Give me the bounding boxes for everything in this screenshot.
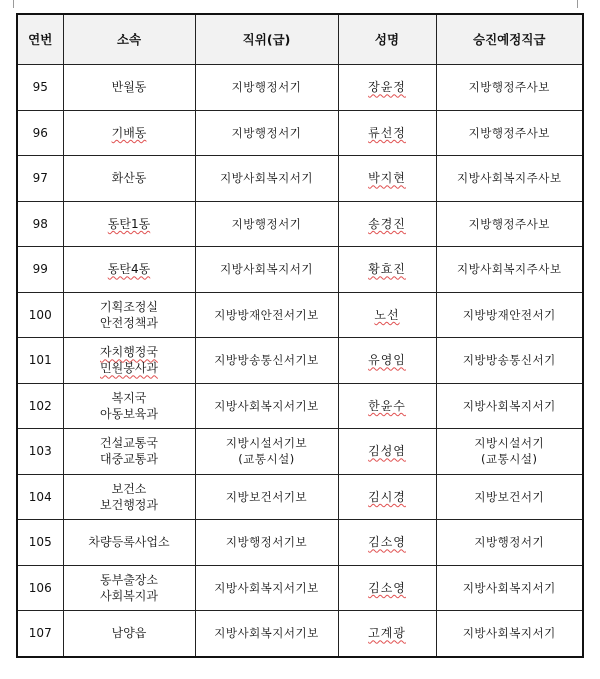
cell-serial-number xyxy=(17,292,63,338)
cell-position-grade xyxy=(195,429,338,475)
cell-target-rank xyxy=(436,247,583,293)
cell-target-rank xyxy=(436,65,583,111)
table-body xyxy=(17,65,583,657)
cell-name xyxy=(338,611,436,657)
cell-name xyxy=(338,110,436,156)
table-row xyxy=(17,338,583,384)
cell-target-rank xyxy=(436,383,583,429)
promotion-roster-table xyxy=(16,13,584,658)
cell-serial-number-text: 96 xyxy=(32,125,48,140)
cell-name-text: 황효진 xyxy=(368,262,406,277)
header-target-rank: 승진예정직급 xyxy=(436,14,583,65)
cell-name-text: 김성염 xyxy=(368,444,406,459)
cell-position-grade-text: 지방행정서기 xyxy=(231,125,302,140)
cell-target-rank xyxy=(436,201,583,247)
cell-department-text: 자치행정국 민원봉사과 xyxy=(100,345,158,376)
cell-serial-number-text: 105 xyxy=(28,535,52,550)
cell-serial-number xyxy=(17,520,63,566)
cell-position-grade xyxy=(195,292,338,338)
table-row xyxy=(17,429,583,475)
table-row xyxy=(17,611,583,657)
cell-position-grade xyxy=(195,565,338,611)
header-name: 성명 xyxy=(338,14,436,65)
cell-serial-number-text: 98 xyxy=(32,216,48,231)
cell-name-text: 김소영 xyxy=(368,580,406,595)
table-row xyxy=(17,565,583,611)
cell-target-rank-text: 지방행정주사보 xyxy=(468,125,550,140)
cell-target-rank xyxy=(436,474,583,520)
cell-target-rank-text: 지방사회복지서기 xyxy=(462,398,556,413)
cell-position-grade xyxy=(195,201,338,247)
cell-position-grade-text: 지방사회복지서기보 xyxy=(214,398,319,413)
cell-name-text: 장윤정 xyxy=(368,80,406,95)
cell-target-rank-text: 지방보건서기 xyxy=(474,489,545,504)
cell-position-grade xyxy=(195,383,338,429)
cell-serial-number-text: 103 xyxy=(28,444,52,459)
cell-name-text: 류선정 xyxy=(368,125,406,140)
cell-department-text: 화산동 xyxy=(111,171,147,186)
cell-target-rank-text: 지방행정주사보 xyxy=(468,216,550,231)
cell-department xyxy=(63,565,195,611)
cell-name xyxy=(338,292,436,338)
cell-name-text: 김소영 xyxy=(368,535,406,550)
cell-target-rank-text: 지방방재안전서기 xyxy=(462,307,556,322)
cell-name xyxy=(338,383,436,429)
cell-target-rank xyxy=(436,338,583,384)
header-serial-number: 연번 xyxy=(17,14,63,65)
cell-name xyxy=(338,429,436,475)
cell-serial-number xyxy=(17,338,63,384)
cell-department xyxy=(63,338,195,384)
cell-name xyxy=(338,65,436,111)
cell-target-rank-text: 지방사회복지주사보 xyxy=(457,262,562,277)
cell-name-text: 박지현 xyxy=(368,171,406,186)
cell-serial-number xyxy=(17,156,63,202)
cell-serial-number-text: 101 xyxy=(28,353,52,368)
cell-position-grade xyxy=(195,611,338,657)
cell-serial-number-text: 104 xyxy=(28,489,52,504)
cell-department xyxy=(63,429,195,475)
cell-serial-number xyxy=(17,474,63,520)
cell-department-text: 동탄1동 xyxy=(107,216,151,231)
cell-department xyxy=(63,383,195,429)
header-department: 소속 xyxy=(63,14,195,65)
table-row xyxy=(17,247,583,293)
cell-position-grade xyxy=(195,520,338,566)
cell-serial-number-text: 99 xyxy=(32,262,48,277)
cell-target-rank-text: 지방행정주사보 xyxy=(468,80,550,95)
cell-department-text: 복지국 아동보육과 xyxy=(100,390,158,421)
cell-target-rank xyxy=(436,565,583,611)
cell-target-rank-text: 지방방송통신서기 xyxy=(462,353,556,368)
cell-serial-number-text: 102 xyxy=(28,398,52,413)
table-row xyxy=(17,383,583,429)
table-row xyxy=(17,201,583,247)
cell-target-rank-text: 지방사회복지서기 xyxy=(462,580,556,595)
cell-name xyxy=(338,474,436,520)
cell-department xyxy=(63,520,195,566)
cell-department-text: 기획조정실 안전정책과 xyxy=(100,299,158,330)
header-position-grade: 직위(급) xyxy=(195,14,338,65)
cell-position-grade-text: 지방방재안전서기보 xyxy=(214,307,319,322)
cell-position-grade xyxy=(195,65,338,111)
cell-position-grade-text: 지방행정서기보 xyxy=(225,535,308,550)
cell-serial-number xyxy=(17,65,63,111)
cell-name-text: 김시경 xyxy=(368,489,406,504)
cell-name-text: 고계광 xyxy=(368,626,406,641)
cell-name xyxy=(338,338,436,384)
cell-target-rank-text: 지방사회복지주사보 xyxy=(457,171,562,186)
cell-serial-number-text: 95 xyxy=(32,80,48,95)
cell-department-text: 남양읍 xyxy=(111,626,147,641)
cell-target-rank xyxy=(436,156,583,202)
cell-department-text: 반월동 xyxy=(111,80,147,95)
cell-position-grade-text: 지방보건서기보 xyxy=(225,489,308,504)
cell-department xyxy=(63,611,195,657)
cell-department-text: 보건소 보건행정과 xyxy=(100,481,158,512)
cell-serial-number-text: 97 xyxy=(32,171,48,186)
cell-department xyxy=(63,474,195,520)
table-row xyxy=(17,292,583,338)
cell-serial-number-text: 106 xyxy=(28,580,52,595)
cell-name-text: 송경진 xyxy=(368,216,406,231)
cell-department xyxy=(63,156,195,202)
cell-serial-number xyxy=(17,383,63,429)
cell-position-grade xyxy=(195,110,338,156)
cell-position-grade-text: 지방사회복지서기 xyxy=(220,171,313,186)
cell-name xyxy=(338,247,436,293)
cell-name-text: 노선 xyxy=(374,307,400,322)
cell-department-text: 건설교통국 대중교통과 xyxy=(100,436,158,467)
cell-position-grade-text: 지방행정서기 xyxy=(231,216,302,231)
cell-name-text: 한윤수 xyxy=(368,398,406,413)
cell-name xyxy=(338,156,436,202)
cell-position-grade-text: 지방행정서기 xyxy=(231,80,302,95)
table-row xyxy=(17,520,583,566)
cell-target-rank xyxy=(436,110,583,156)
cell-department-text: 동부출장소 사회복지과 xyxy=(100,572,158,603)
cell-serial-number xyxy=(17,565,63,611)
cell-position-grade-text: 지방사회복지서기보 xyxy=(214,580,319,595)
cell-serial-number xyxy=(17,110,63,156)
cell-department-text: 차량등록사업소 xyxy=(88,535,170,550)
cell-serial-number xyxy=(17,201,63,247)
cell-target-rank xyxy=(436,292,583,338)
cell-serial-number-text: 107 xyxy=(28,626,52,641)
cell-serial-number xyxy=(17,247,63,293)
cell-target-rank-text: 지방행정서기 xyxy=(474,535,545,550)
cell-department xyxy=(63,201,195,247)
table-row xyxy=(17,156,583,202)
cell-target-rank-text: 지방시설서기 (교통시설) xyxy=(474,436,545,467)
cell-department xyxy=(63,292,195,338)
cell-target-rank xyxy=(436,611,583,657)
cell-name-text: 유영임 xyxy=(368,353,406,368)
table-header-row xyxy=(17,14,583,65)
cell-position-grade-text: 지방방송통신서기보 xyxy=(214,353,319,368)
cell-name xyxy=(338,201,436,247)
cell-department-text: 기배동 xyxy=(111,125,147,140)
cell-department xyxy=(63,65,195,111)
page-corner-mark-right xyxy=(577,0,578,8)
table-row xyxy=(17,474,583,520)
cell-position-grade xyxy=(195,156,338,202)
cell-position-grade xyxy=(195,474,338,520)
cell-department xyxy=(63,110,195,156)
cell-position-grade-text: 지방사회복지서기보 xyxy=(214,626,319,641)
cell-serial-number xyxy=(17,429,63,475)
cell-target-rank xyxy=(436,520,583,566)
cell-target-rank-text: 지방사회복지서기 xyxy=(462,626,556,641)
table-row xyxy=(17,65,583,111)
cell-position-grade xyxy=(195,338,338,384)
cell-serial-number xyxy=(17,611,63,657)
cell-name xyxy=(338,565,436,611)
cell-serial-number-text: 100 xyxy=(28,307,52,322)
cell-department xyxy=(63,247,195,293)
cell-target-rank xyxy=(436,429,583,475)
page-corner-mark-left xyxy=(13,0,14,8)
cell-position-grade-text: 지방시설서기보 (교통시설) xyxy=(225,436,308,467)
cell-position-grade-text: 지방사회복지서기 xyxy=(220,262,313,277)
cell-department-text: 동탄4동 xyxy=(107,262,151,277)
cell-name xyxy=(338,520,436,566)
cell-position-grade xyxy=(195,247,338,293)
table-row xyxy=(17,110,583,156)
